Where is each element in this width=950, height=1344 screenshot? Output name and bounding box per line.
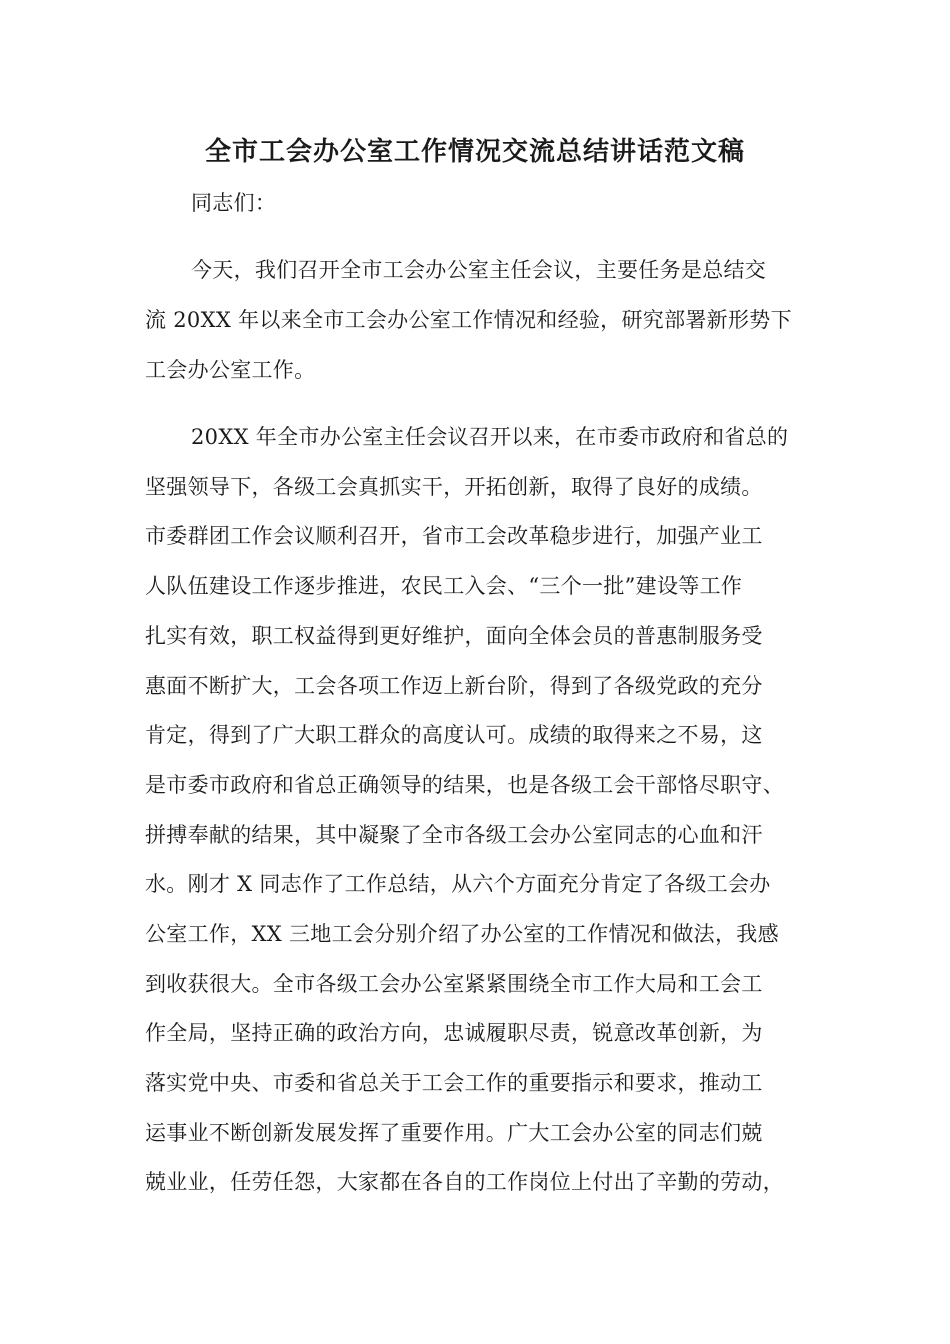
paragraph-line: 今天，我们召开全市工会办公室主任会议，主要任务是总结交 xyxy=(191,258,767,282)
paragraph-line: 是市委市政府和省总正确领导的结果，也是各级工会干部恪尽职守、 xyxy=(145,773,784,797)
paragraph-line: 流 20XX 年以来全市工会办公室工作情况和经验，研究部署新形势下 xyxy=(145,308,792,332)
greeting-line: 同志们： xyxy=(191,191,277,215)
paragraph-line: 扎实有效，职工权益得到更好维护，面向全体会员的普惠制服务受 xyxy=(145,624,763,648)
paragraph-line: 工会办公室工作。 xyxy=(145,358,316,382)
paragraph-line: 水。刚才 X 同志作了工作总结，从六个方面充分肯定了各级工会办 xyxy=(145,872,771,896)
paragraph-line: 拼搏奉献的结果，其中凝聚了全市各级工会办公室同志的心血和汗 xyxy=(145,823,763,847)
paragraph-line: 公室工作，XX 三地工会分别介绍了办公室的工作情况和做法，我感 xyxy=(145,922,779,946)
paragraph-line: 作全局，坚持正确的政治方向，忠诚履职尽责，锐意改革创新，为 xyxy=(145,1021,763,1045)
paragraph-line: 惠面不断扩大，工会各项工作迈上新台阶，得到了各级党政的充分 xyxy=(145,674,763,698)
paragraph-line: 20XX 年全市办公室主任会议召开以来，在市委市政府和省总的 xyxy=(191,425,789,449)
paragraph-line: 落实党中央、市委和省总关于工会工作的重要指示和要求，推动工 xyxy=(145,1071,763,1095)
paragraph-line: 到收获很大。全市各级工会办公室紧紧围绕全市工作大局和工会工 xyxy=(145,972,763,996)
paragraph-line: 肯定，得到了广大职工群众的高度认可。成绩的取得来之不易，这 xyxy=(145,723,763,747)
paragraph-line: 市委群团工作会议顺利召开，省市工会改革稳步进行，加强产业工 xyxy=(145,524,763,548)
paragraph-line: 运事业不断创新发展发挥了重要作用。广大工会办公室的同志们兢 xyxy=(145,1121,763,1145)
paragraph-line: 兢业业，任劳任怨，大家都在各自的工作岗位上付出了辛勤的劳动， xyxy=(145,1170,784,1194)
paragraph-line: 人队伍建设工作逐步推进，农民工入会、“三个一批”建设等工作 xyxy=(145,574,743,598)
document-title: 全市工会办公室工作情况交流总结讲话范文稿 xyxy=(204,137,745,167)
paragraph-line: 坚强领导下，各级工会真抓实干，开拓创新，取得了良好的成绩。 xyxy=(145,475,763,499)
